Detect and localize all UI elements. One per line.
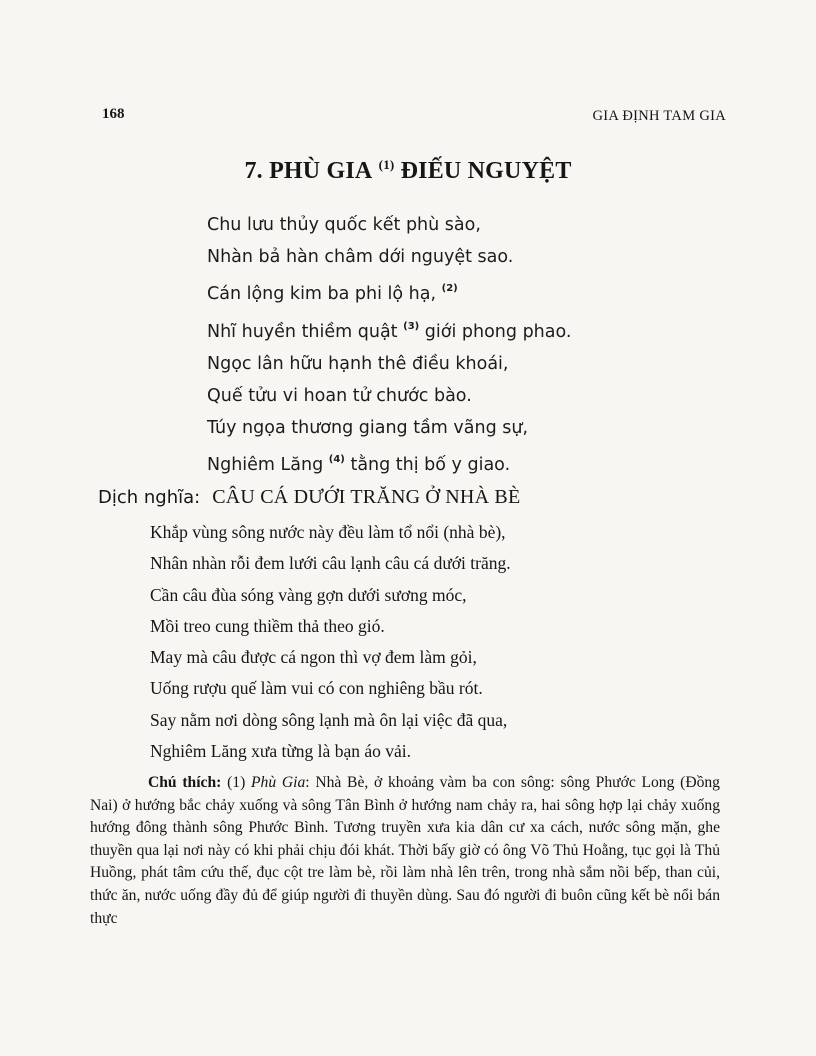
footnote-term: Phù Gia [251,774,306,791]
poem-line: Nhàn bả hàn châm dới nguyệt sao. [207,247,514,268]
title-note-mark: (1) [378,157,395,172]
poem-line: Ngọc lân hữu hạnh thê điều khoái, [207,353,509,374]
poem-line: Cán lộng kim ba phi lộ hạ, $^{(2)}$ [207,283,458,305]
footnote-number: (1) [227,774,246,791]
translation-line: May mà câu được cá ngon thì vợ đem làm gỏi, [150,647,477,668]
footnote-text: : Nhà Bè, ở khoảng vàm ba con sông: sông Phước Long (Đồng Nai) ở hướng bắc chảy xuống và sông Tân Bình ở hướng nam chảy ra, hai sông hợp lại chảy xuống hướng đông thành sông Phước Bình. Tương truyền xưa kia dân cư xa cách, nước sông mặn, ghe thuyền qua lại nơi này có khi phải chịu đói khát. Thời bấy giờ có ông Võ Thủ Hoằng, tục gọi là Thủ Huồng, phát tâm cứu thế, đục cột tre làm bè, rồi làm nhà lên trên, trong nhà sắm nồi bếp, than củi, thức ăn, nước uống đầy đủ để giúp người đi thuyền dùng. Sau đó người đi buôn cũng kết bè nổi bán thực [90,774,720,927]
footnote-label: Chú thích: [148,774,222,791]
translation-line: Uống rượu quế làm vui có con nghiêng bầu rót. [150,678,483,699]
page-number: 168 [102,106,125,122]
running-header: GIA ĐỊNH TAM GIA [592,108,726,124]
poem-line: Chu lưu thủy quốc kết phù sào, [207,215,481,235]
footnote-mark: (2) [441,283,458,295]
title-main: 7. PHÙ GIA [244,158,373,184]
translation-line: Nhân nhàn rỗi đem lưới câu lạnh câu cá dưới trăng. [150,553,511,574]
title-rest: ĐIẾU NGUYỆT [394,158,572,184]
poem [207,209,571,482]
poem-line: Nghiêm Lăng $^{(4)}$ tằng thị bố y giao. [207,454,511,476]
translation [150,517,511,767]
translation-line: Cần câu đùa sóng vàng gợn dưới sương móc, [150,584,467,605]
footnote-mark: (3) [403,320,420,332]
poem-line: Quế tửu vi hoan tử chước bào. [207,386,472,407]
translation-label: Dịch nghĩa: [98,487,201,508]
poem-line: Nhĩ huyền thiềm quật $^{(3)}$ giới phong phao. [207,320,572,342]
translation-heading [98,486,520,509]
translation-line: Khắp vùng sông nước này đều làm tổ nổi (nhà bè), [150,522,506,542]
translation-line: Say nằm nơi dòng sông lạnh mà ôn lại việc đã qua, [150,709,508,730]
translation-line: Mồi treo cung thiềm thả theo gió. [150,615,385,636]
footnote [90,772,720,930]
translation-line: Nghiêm Lăng xưa từng là bạn áo vải. [150,741,411,762]
footnote-mark: (4) [328,454,345,466]
poem-title [0,157,816,185]
poem-line: Túy ngọa thương giang tầm vãng sự, [207,418,529,439]
translation-title: CÂU CÁ DƯỚI TRĂNG Ở NHÀ BÈ [212,486,521,508]
